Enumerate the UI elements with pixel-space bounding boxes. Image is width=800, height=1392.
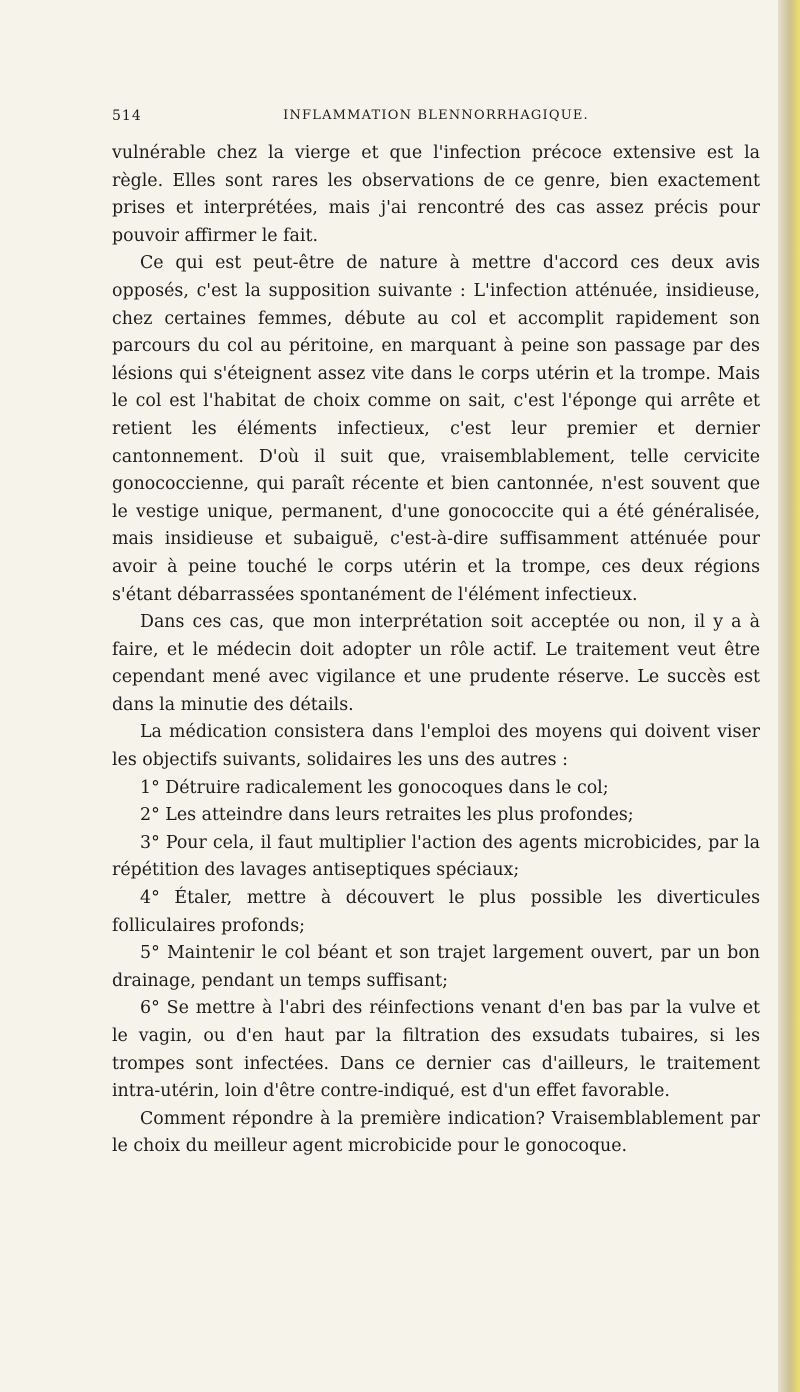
paragraph: Dans ces cas, que mon interprétation soit acceptée ou non, il y a à faire, et le médecin doit adopter un rôle actif. Le traitement veut être cependant mené avec vigilance et une prudente réserve. Le succès est dans la minutie des détails.	[112, 612, 760, 715]
paragraph: Ce qui est peut-être de nature à mettre d'accord ces deux avis opposés, c'est la supposition suivante : L'infection atténuée, insidieuse, chez certaines femmes, débute au col et accomplit rapidement son parcours du col au péritoine, en marquant à peine son passage par des lésions qui s'éteignent assez vite dans le corps utérin et la trompe. Mais le col est l'habitat de choix comme on sait, c'est l'éponge qui arrête et retient les éléments infectieux, c'est leur premier et dernier cantonnement. D'où il suit que, vraisemblablement, telle cervicite gonococcienne, qui paraît récente et bien cantonnée, n'est souvent que le vestige unique, permanent, d'une gonococcite qui a été généralisée, mais insidieuse et subaiguë, c'est-à-dire suffisamment atténuée pour avoir à peine touché le corps utérin et la trompe, ces deux régions s'étant débarrassées spontanément de l'élément infectieux.	[112, 253, 760, 605]
body-text	[112, 140, 760, 1161]
paragraph-continuation: vulnérable chez la vierge et que l'infection précoce extensive est la règle. Elles sont rares les observations de ce genre, bien exactement prises et interprétées, mais j'ai rencontré des cas assez précis pour pouvoir affirmer le fait.	[112, 143, 760, 246]
list-item: 3° Pour cela, il faut multiplier l'action des agents microbicides, par la répétition des lavages antiseptiques spéciaux;	[112, 832, 760, 881]
page-edge-shadow	[778, 0, 800, 1392]
list-item: 4° Étaler, mettre à découvert le plus possible les diverticules folliculaires profonds;	[112, 888, 760, 936]
list-item: 6° Se mettre à l'abri des réinfections venant d'en bas par la vulve et le vagin, ou d'en haut par la filtration des exsudats tubaires, si les trompes sont infectées. Dans ce dernier cas d'ailleurs, le traitement intra-utérin, loin d'être contre-indiqué, est d'un effet favorable.	[112, 998, 760, 1102]
list-item: 2° Les atteindre dans leurs retraites les plus profondes;	[140, 805, 634, 826]
running-head	[112, 100, 760, 140]
list-item: 1° Détruire radicalement les gonocoques dans le col;	[140, 777, 609, 798]
paragraph: La médication consistera dans l'emploi des moyens qui doivent viser les objectifs suivants, solidaires les uns des autres :	[112, 722, 760, 771]
running-title: INFLAMMATION BLENNORRHAGIQUE.	[283, 108, 589, 123]
page-number: 514	[112, 108, 142, 124]
paragraph: Comment répondre à la première indication? Vraisemblablement par le choix du meilleur agent microbicide pour le gonocoque.	[112, 1108, 760, 1157]
book-page	[112, 100, 760, 1161]
list-item: 5° Maintenir le col béant et son trajet largement ouvert, par un bon drainage, pendant un temps suffisant;	[112, 943, 760, 991]
